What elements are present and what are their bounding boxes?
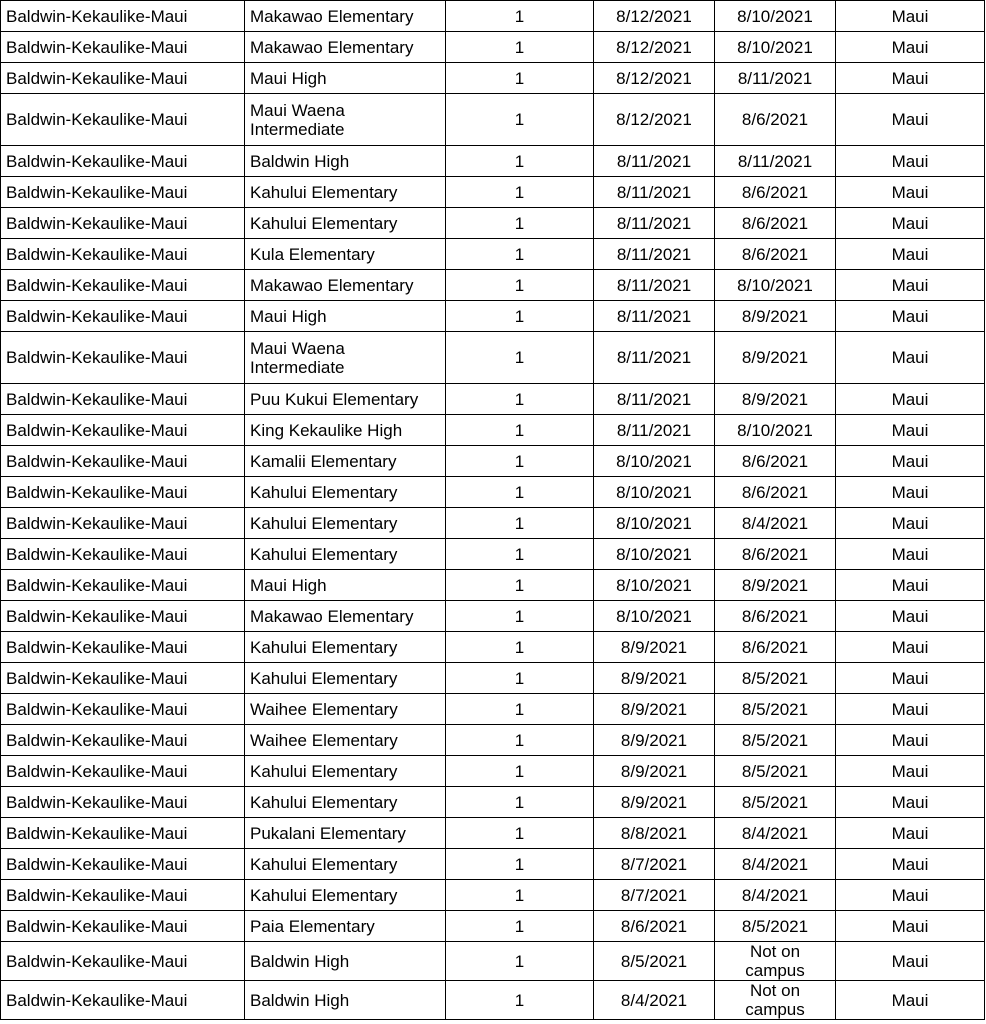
case-count-cell: 1 [446,756,594,787]
table-row [1,177,985,208]
case-count-cell: 1 [446,415,594,446]
island-cell: Maui [836,849,985,880]
case-count-cell: 1 [446,818,594,849]
table-row [1,208,985,239]
date-reported-cell: 8/12/2021 [594,32,715,63]
school-cell: Baldwin High [245,942,446,981]
school-cell: Kahului Elementary [245,849,446,880]
last-on-campus-cell: 8/5/2021 [715,694,836,725]
date-reported-cell: 8/10/2021 [594,446,715,477]
table-row [1,384,985,415]
school-cell: Kahului Elementary [245,787,446,818]
last-on-campus-cell: 8/6/2021 [715,632,836,663]
case-count-cell: 1 [446,849,594,880]
case-count-cell: 1 [446,508,594,539]
cases-table-body [1,1,985,1020]
island-cell: Maui [836,94,985,146]
island-cell: Maui [836,663,985,694]
date-reported-cell: 8/10/2021 [594,570,715,601]
complex-area-cell: Baldwin-Kekaulike-Maui [1,981,245,1020]
table-row [1,239,985,270]
date-reported-cell: 8/8/2021 [594,818,715,849]
table-row [1,270,985,301]
school-cell: Kahului Elementary [245,880,446,911]
date-reported-cell: 8/11/2021 [594,332,715,384]
table-row [1,570,985,601]
case-count-cell: 1 [446,911,594,942]
last-on-campus-cell: 8/9/2021 [715,570,836,601]
case-count-cell: 1 [446,270,594,301]
complex-area-cell: Baldwin-Kekaulike-Maui [1,332,245,384]
table-row [1,477,985,508]
school-cell: Waihee Elementary [245,725,446,756]
date-reported-cell: 8/12/2021 [594,1,715,32]
island-cell: Maui [836,632,985,663]
school-cell: Makawao Elementary [245,601,446,632]
table-row [1,539,985,570]
last-on-campus-cell: 8/10/2021 [715,270,836,301]
last-on-campus-cell: 8/9/2021 [715,332,836,384]
island-cell: Maui [836,725,985,756]
last-on-campus-cell: 8/6/2021 [715,239,836,270]
island-cell: Maui [836,942,985,981]
complex-area-cell: Baldwin-Kekaulike-Maui [1,146,245,177]
case-count-cell: 1 [446,632,594,663]
last-on-campus-cell: 8/4/2021 [715,508,836,539]
school-cell: Makawao Elementary [245,32,446,63]
last-on-campus-cell: 8/6/2021 [715,94,836,146]
complex-area-cell: Baldwin-Kekaulike-Maui [1,539,245,570]
island-cell: Maui [836,601,985,632]
date-reported-cell: 8/4/2021 [594,981,715,1020]
last-on-campus-cell: 8/6/2021 [715,601,836,632]
island-cell: Maui [836,177,985,208]
school-cell: Kahului Elementary [245,539,446,570]
last-on-campus-cell: 8/5/2021 [715,663,836,694]
school-cell: Maui Waena Intermediate [245,332,446,384]
date-reported-cell: 8/11/2021 [594,270,715,301]
island-cell: Maui [836,270,985,301]
last-on-campus-cell: 8/9/2021 [715,301,836,332]
school-cell: Kahului Elementary [245,508,446,539]
case-count-cell: 1 [446,1,594,32]
complex-area-cell: Baldwin-Kekaulike-Maui [1,508,245,539]
complex-area-cell: Baldwin-Kekaulike-Maui [1,942,245,981]
table-row [1,332,985,384]
table-row [1,694,985,725]
school-cell: Kahului Elementary [245,756,446,787]
school-cell: Kahului Elementary [245,477,446,508]
complex-area-cell: Baldwin-Kekaulike-Maui [1,663,245,694]
last-on-campus-cell: 8/4/2021 [715,880,836,911]
table-row [1,301,985,332]
island-cell: Maui [836,446,985,477]
last-on-campus-cell: Not on campus [715,942,836,981]
last-on-campus-cell: 8/5/2021 [715,787,836,818]
island-cell: Maui [836,146,985,177]
last-on-campus-cell: 8/5/2021 [715,756,836,787]
last-on-campus-cell: 8/10/2021 [715,32,836,63]
date-reported-cell: 8/9/2021 [594,663,715,694]
school-cell: Kahului Elementary [245,208,446,239]
case-count-cell: 1 [446,94,594,146]
table-row [1,1,985,32]
case-count-cell: 1 [446,663,594,694]
island-cell: Maui [836,911,985,942]
date-reported-cell: 8/9/2021 [594,787,715,818]
island-cell: Maui [836,981,985,1020]
date-reported-cell: 8/10/2021 [594,601,715,632]
date-reported-cell: 8/9/2021 [594,632,715,663]
table-row [1,446,985,477]
island-cell: Maui [836,539,985,570]
table-row [1,63,985,94]
complex-area-cell: Baldwin-Kekaulike-Maui [1,32,245,63]
date-reported-cell: 8/7/2021 [594,849,715,880]
island-cell: Maui [836,787,985,818]
date-reported-cell: 8/9/2021 [594,694,715,725]
table-row [1,787,985,818]
last-on-campus-cell: 8/5/2021 [715,725,836,756]
complex-area-cell: Baldwin-Kekaulike-Maui [1,384,245,415]
complex-area-cell: Baldwin-Kekaulike-Maui [1,177,245,208]
table-row [1,849,985,880]
case-count-cell: 1 [446,539,594,570]
case-count-cell: 1 [446,208,594,239]
date-reported-cell: 8/12/2021 [594,94,715,146]
case-count-cell: 1 [446,942,594,981]
date-reported-cell: 8/12/2021 [594,63,715,94]
date-reported-cell: 8/7/2021 [594,880,715,911]
complex-area-cell: Baldwin-Kekaulike-Maui [1,301,245,332]
date-reported-cell: 8/10/2021 [594,508,715,539]
table-row [1,146,985,177]
table-row [1,508,985,539]
table-row [1,32,985,63]
complex-area-cell: Baldwin-Kekaulike-Maui [1,477,245,508]
date-reported-cell: 8/9/2021 [594,725,715,756]
school-cell: Maui High [245,63,446,94]
date-reported-cell: 8/11/2021 [594,208,715,239]
complex-area-cell: Baldwin-Kekaulike-Maui [1,725,245,756]
last-on-campus-cell: 8/6/2021 [715,208,836,239]
island-cell: Maui [836,332,985,384]
last-on-campus-cell: 8/6/2021 [715,539,836,570]
island-cell: Maui [836,477,985,508]
island-cell: Maui [836,508,985,539]
date-reported-cell: 8/10/2021 [594,539,715,570]
last-on-campus-cell: 8/10/2021 [715,415,836,446]
island-cell: Maui [836,694,985,725]
date-reported-cell: 8/11/2021 [594,415,715,446]
complex-area-cell: Baldwin-Kekaulike-Maui [1,239,245,270]
table-row [1,981,985,1020]
last-on-campus-cell: 8/6/2021 [715,477,836,508]
case-count-cell: 1 [446,384,594,415]
table-row [1,911,985,942]
date-reported-cell: 8/11/2021 [594,384,715,415]
table-row [1,601,985,632]
complex-area-cell: Baldwin-Kekaulike-Maui [1,787,245,818]
date-reported-cell: 8/5/2021 [594,942,715,981]
complex-area-cell: Baldwin-Kekaulike-Maui [1,818,245,849]
table-row [1,942,985,981]
school-cell: Makawao Elementary [245,270,446,301]
island-cell: Maui [836,384,985,415]
school-cell: Baldwin High [245,146,446,177]
complex-area-cell: Baldwin-Kekaulike-Maui [1,601,245,632]
case-count-cell: 1 [446,32,594,63]
table-row [1,415,985,446]
table-row [1,880,985,911]
school-cell: Kula Elementary [245,239,446,270]
case-count-cell: 1 [446,239,594,270]
school-cell: King Kekaulike High [245,415,446,446]
complex-area-cell: Baldwin-Kekaulike-Maui [1,63,245,94]
complex-area-cell: Baldwin-Kekaulike-Maui [1,1,245,32]
complex-area-cell: Baldwin-Kekaulike-Maui [1,632,245,663]
complex-area-cell: Baldwin-Kekaulike-Maui [1,694,245,725]
case-count-cell: 1 [446,981,594,1020]
date-reported-cell: 8/11/2021 [594,177,715,208]
school-cell: Maui Waena Intermediate [245,94,446,146]
complex-area-cell: Baldwin-Kekaulike-Maui [1,94,245,146]
island-cell: Maui [836,208,985,239]
island-cell: Maui [836,301,985,332]
island-cell: Maui [836,239,985,270]
island-cell: Maui [836,880,985,911]
last-on-campus-cell: 8/4/2021 [715,818,836,849]
school-cell: Maui High [245,570,446,601]
case-count-cell: 1 [446,880,594,911]
case-count-cell: 1 [446,570,594,601]
island-cell: Maui [836,63,985,94]
island-cell: Maui [836,570,985,601]
case-count-cell: 1 [446,332,594,384]
island-cell: Maui [836,32,985,63]
last-on-campus-cell: 8/6/2021 [715,446,836,477]
table-row [1,725,985,756]
complex-area-cell: Baldwin-Kekaulike-Maui [1,446,245,477]
table-row [1,756,985,787]
case-count-cell: 1 [446,477,594,508]
case-count-cell: 1 [446,787,594,818]
date-reported-cell: 8/9/2021 [594,756,715,787]
last-on-campus-cell: 8/4/2021 [715,849,836,880]
last-on-campus-cell: 8/9/2021 [715,384,836,415]
school-cell: Kamalii Elementary [245,446,446,477]
case-count-cell: 1 [446,601,594,632]
school-cell: Maui High [245,301,446,332]
date-reported-cell: 8/11/2021 [594,146,715,177]
island-cell: Maui [836,756,985,787]
complex-area-cell: Baldwin-Kekaulike-Maui [1,270,245,301]
island-cell: Maui [836,818,985,849]
table-row [1,663,985,694]
school-cell: Kahului Elementary [245,177,446,208]
school-cell: Paia Elementary [245,911,446,942]
school-cell: Puu Kukui Elementary [245,384,446,415]
island-cell: Maui [836,415,985,446]
case-count-cell: 1 [446,446,594,477]
complex-area-cell: Baldwin-Kekaulike-Maui [1,570,245,601]
island-cell: Maui [836,1,985,32]
date-reported-cell: 8/6/2021 [594,911,715,942]
case-count-cell: 1 [446,63,594,94]
school-cell: Kahului Elementary [245,663,446,694]
school-cell: Kahului Elementary [245,632,446,663]
last-on-campus-cell: 8/11/2021 [715,63,836,94]
table-row [1,632,985,663]
complex-area-cell: Baldwin-Kekaulike-Maui [1,415,245,446]
school-cell: Makawao Elementary [245,1,446,32]
case-count-cell: 1 [446,177,594,208]
case-count-cell: 1 [446,301,594,332]
date-reported-cell: 8/10/2021 [594,477,715,508]
complex-area-cell: Baldwin-Kekaulike-Maui [1,849,245,880]
school-cell: Waihee Elementary [245,694,446,725]
case-count-cell: 1 [446,146,594,177]
table-row [1,818,985,849]
last-on-campus-cell: 8/5/2021 [715,911,836,942]
table-row [1,94,985,146]
case-count-cell: 1 [446,725,594,756]
school-cell: Baldwin High [245,981,446,1020]
last-on-campus-cell: 8/6/2021 [715,177,836,208]
date-reported-cell: 8/11/2021 [594,239,715,270]
complex-area-cell: Baldwin-Kekaulike-Maui [1,208,245,239]
last-on-campus-cell: 8/11/2021 [715,146,836,177]
last-on-campus-cell: 8/10/2021 [715,1,836,32]
case-count-cell: 1 [446,694,594,725]
complex-area-cell: Baldwin-Kekaulike-Maui [1,911,245,942]
school-cell: Pukalani Elementary [245,818,446,849]
complex-area-cell: Baldwin-Kekaulike-Maui [1,880,245,911]
last-on-campus-cell: Not on campus [715,981,836,1020]
complex-area-cell: Baldwin-Kekaulike-Maui [1,756,245,787]
date-reported-cell: 8/11/2021 [594,301,715,332]
